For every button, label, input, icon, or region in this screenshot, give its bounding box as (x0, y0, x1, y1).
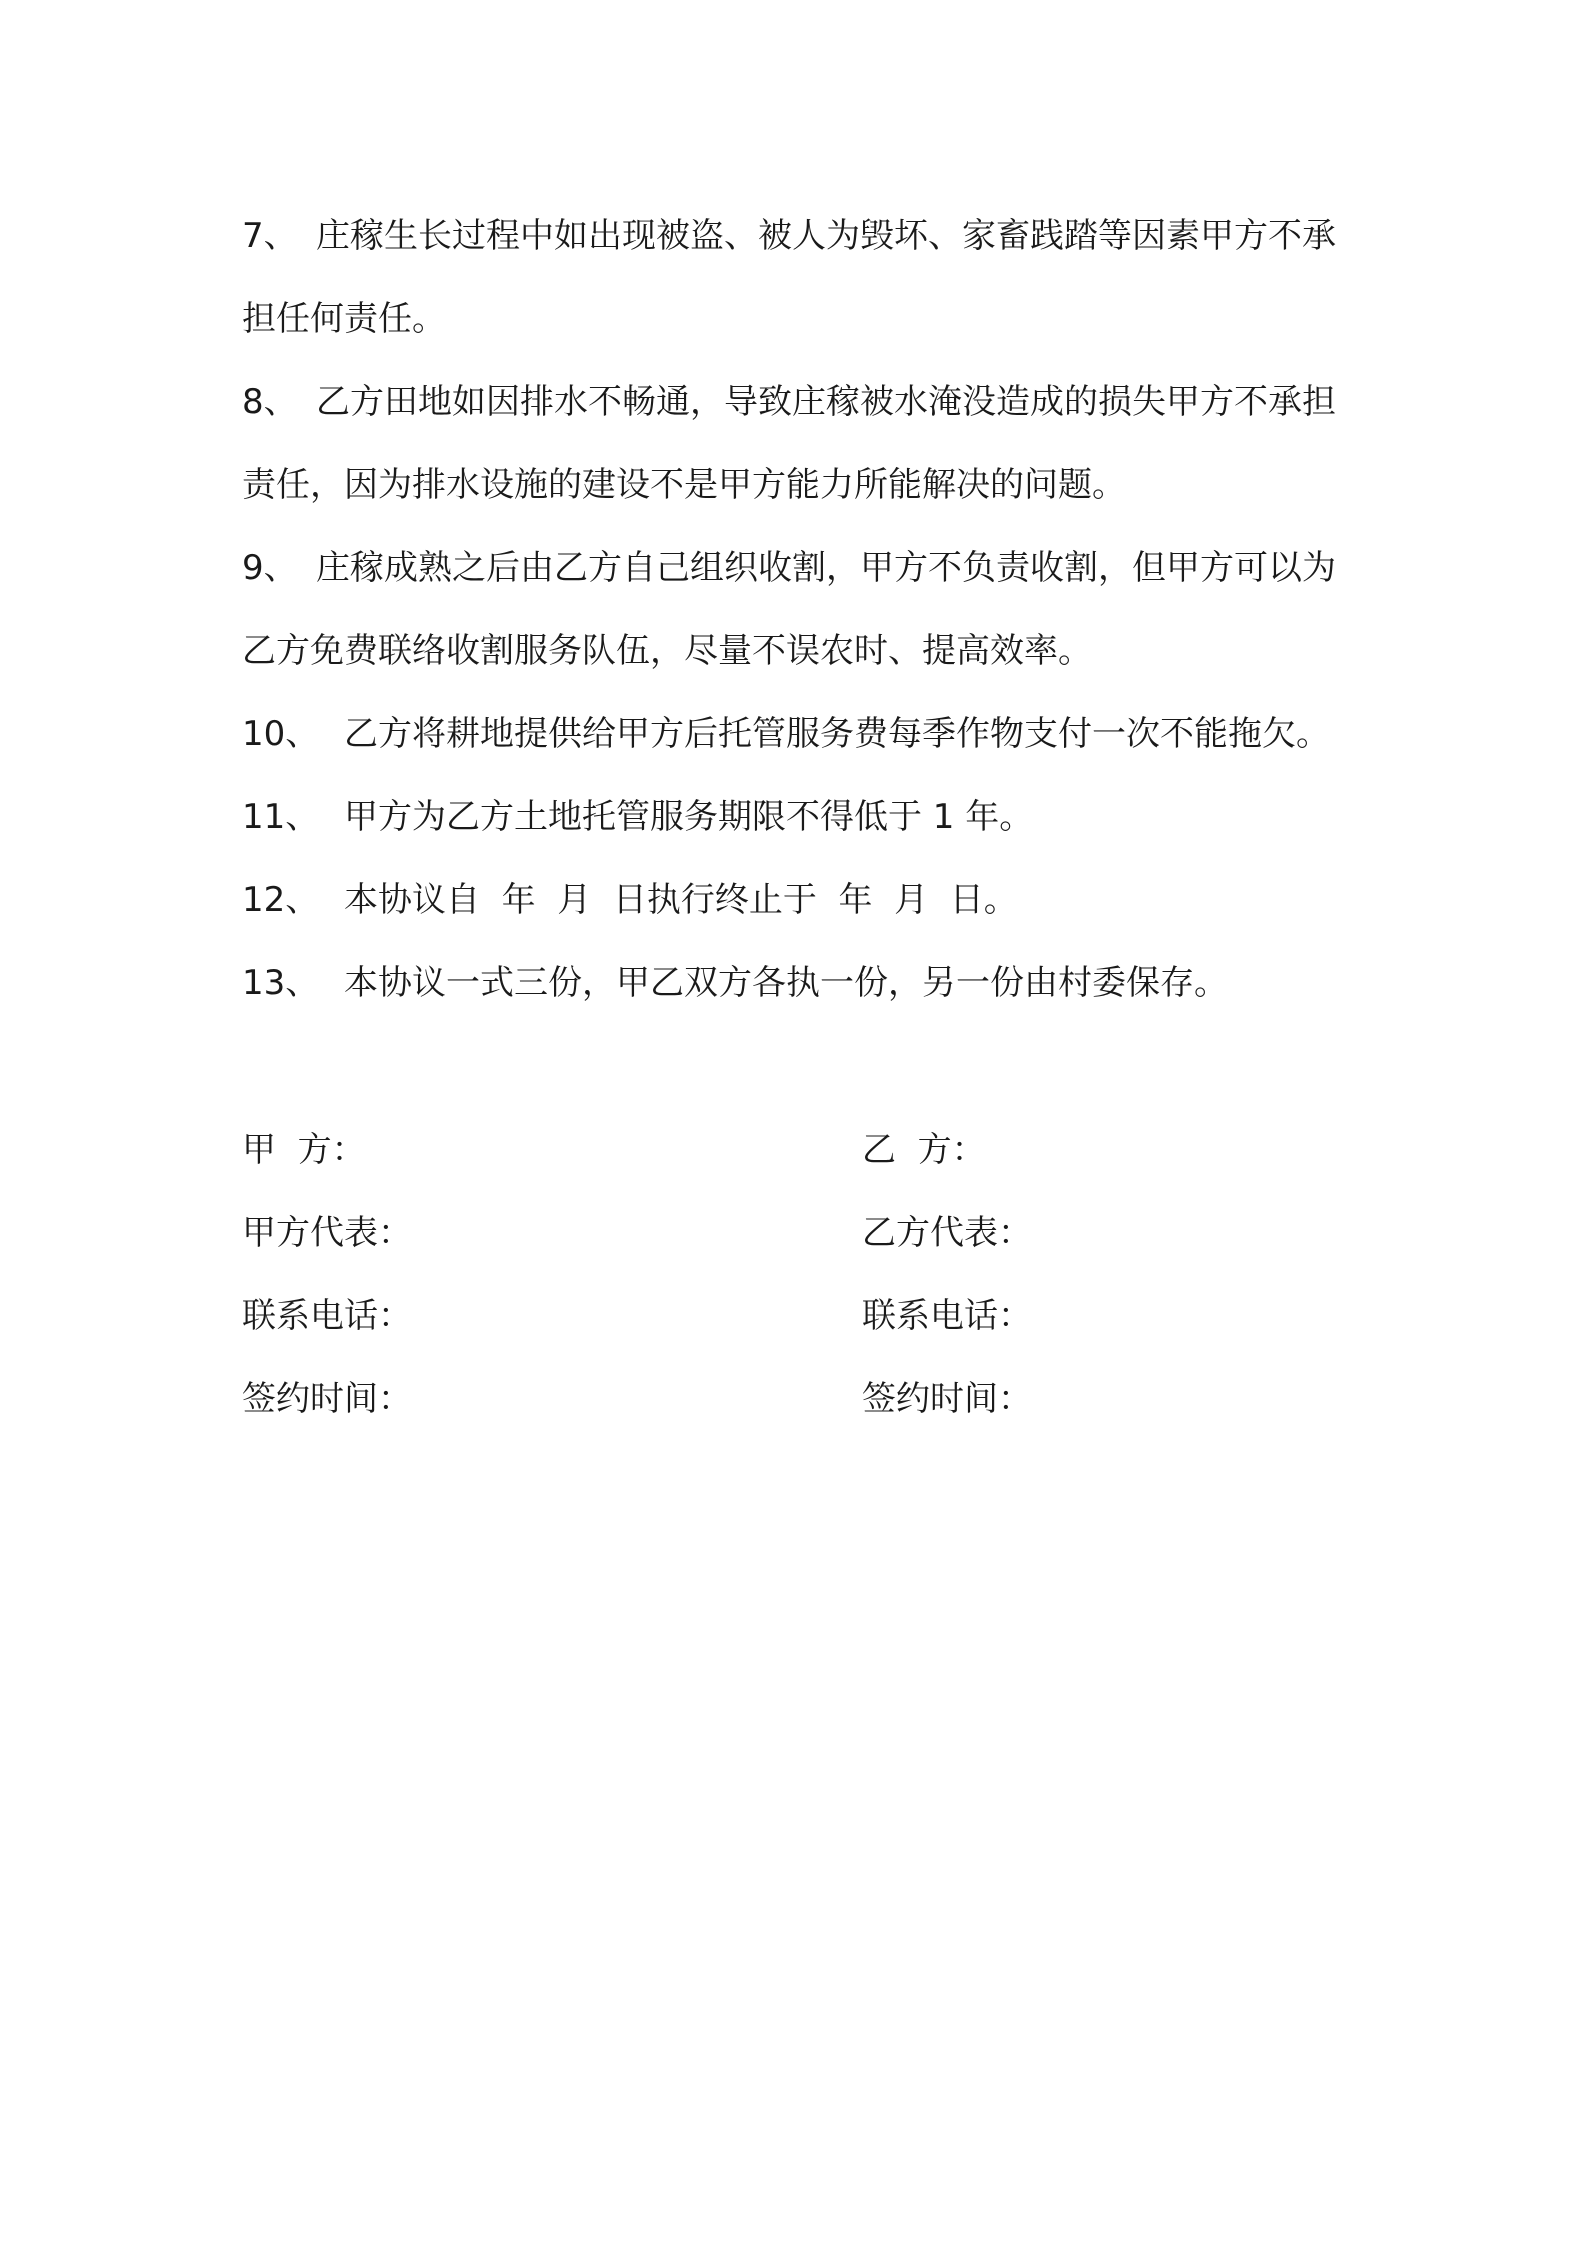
clause-number: 10、 (242, 714, 320, 754)
signature-block (242, 1109, 1360, 1441)
party-b-representative-label: 乙方代表： (862, 1213, 1032, 1253)
clause-text: 乙方田地如因排水不畅通，导致庄稼被水淹没造成的损失甲方不承担责任，因为排水设施的建设不是甲方能力所能解决的问题。 (242, 382, 1336, 505)
signature-row-phone (242, 1275, 1360, 1358)
clause-number: 11、 (242, 797, 320, 837)
clause-11 (242, 776, 1360, 859)
clause-text: 庄稼成熟之后由乙方自己组织收割，甲方不负责收割，但甲方可以为乙方免费联络收割服务队伍，尽量不误农时、提高效率。 (242, 548, 1336, 671)
party-b-date-label: 签约时间： (862, 1379, 1032, 1419)
clause-text: 庄稼生长过程中如出现被盗、被人为毁坏、家畜践踏等因素甲方不承担任何责任。 (242, 216, 1336, 339)
signature-row-representative (242, 1192, 1360, 1275)
party-a-date-label: 签约时间： (242, 1379, 412, 1419)
clause-text: 甲方为乙方土地托管服务期限不得低于 1 年。 (344, 797, 1034, 837)
party-a-representative-label: 甲方代表： (242, 1213, 412, 1253)
clause-7 (242, 195, 1360, 361)
clause-12 (242, 859, 1360, 942)
clause-number: 9、 (242, 548, 298, 588)
clause-list (242, 195, 1360, 1025)
signature-row-date (242, 1358, 1360, 1441)
clause-13 (242, 942, 1360, 1025)
clause-10 (242, 693, 1360, 776)
clause-number: 13、 (242, 963, 320, 1003)
party-a-phone-label: 联系电话： (242, 1296, 412, 1336)
party-b-phone-label: 联系电话： (862, 1296, 1032, 1336)
party-a-label: 甲 方： (242, 1130, 366, 1170)
party-b-label: 乙 方： (862, 1130, 986, 1170)
clause-number: 12、 (242, 880, 320, 920)
signature-row-party (242, 1109, 1360, 1192)
clause-number: 7、 (242, 216, 298, 256)
clause-number: 8、 (242, 382, 298, 422)
clause-text: 本协议一式三份，甲乙双方各执一份，另一份由村委保存。 (344, 963, 1228, 1003)
clause-8 (242, 361, 1360, 527)
clause-text: 乙方将耕地提供给甲方后托管服务费每季作物支付一次不能拖欠。 (344, 714, 1330, 754)
clause-9 (242, 527, 1360, 693)
clause-text: 本协议自 年 月 日执行终止于 年 月 日。 (344, 880, 1018, 920)
